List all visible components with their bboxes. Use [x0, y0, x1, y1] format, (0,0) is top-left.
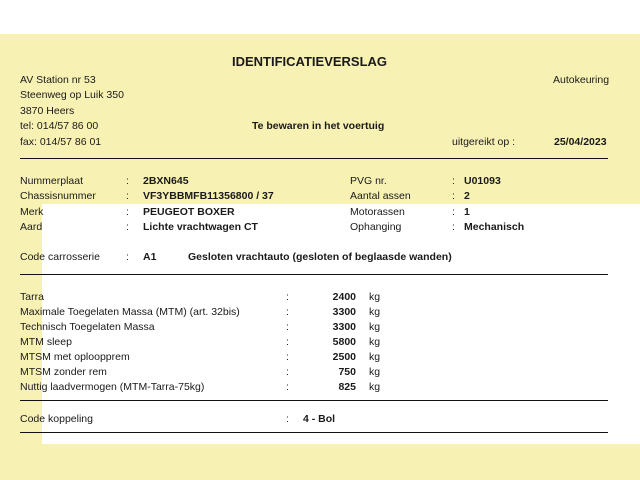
weight-unit: kg [369, 306, 381, 318]
station-name: AV Station nr 53 [20, 74, 96, 86]
address-city: 3870 Heers [20, 105, 75, 117]
merk-value: PEUGEOT BOXER [143, 206, 235, 218]
colon: : [286, 321, 289, 333]
weight-label: Tarra [20, 291, 44, 303]
fax-number: fax: 014/57 86 01 [20, 136, 102, 148]
nummerplaat-value: 2BXN645 [143, 175, 189, 187]
nummerplaat-label: Nummerplaat [20, 175, 84, 187]
weight-label: Maximale Toegelaten Massa (MTM) (art. 32bis) [20, 306, 240, 318]
document-title: IDENTIFICATIEVERSLAG [232, 54, 388, 69]
ophanging-value: Mechanisch [464, 221, 525, 233]
colon: : [286, 381, 289, 393]
divider-1 [20, 158, 608, 159]
motorassen-label: Motorassen [350, 206, 405, 218]
colon: : [452, 206, 455, 218]
colon: : [286, 306, 289, 318]
divider-3 [20, 400, 608, 401]
address-street: Steenweg op Luik 350 [20, 89, 124, 101]
pvg-label: PVG nr. [350, 175, 387, 187]
colon: : [286, 336, 289, 348]
colon: : [286, 351, 289, 363]
assen-label: Aantal assen [350, 190, 411, 202]
issued-date: 25/04/2023 [554, 136, 607, 148]
coupling-label: Code koppeling [20, 413, 93, 425]
tel-number: tel: 014/57 86 00 [20, 120, 99, 132]
merk-label: Merk [20, 206, 44, 218]
weight-unit: kg [369, 351, 381, 363]
carrosserie-label: Code carrosserie [20, 251, 100, 263]
issued-label: uitgereikt op : [452, 136, 516, 148]
divider-2 [20, 274, 608, 275]
colon: : [286, 291, 289, 303]
colon: : [452, 221, 455, 233]
colon: : [126, 221, 129, 233]
weight-unit: kg [369, 321, 381, 333]
weight-value: 750 [338, 366, 356, 378]
colon: : [452, 190, 455, 202]
pvg-value: U01093 [464, 175, 501, 187]
weight-unit: kg [369, 336, 381, 348]
weight-label: MTM sleep [20, 336, 72, 348]
coupling-value: 4 - Bol [303, 413, 336, 425]
weight-label: MTSM met oploopprem [20, 351, 130, 363]
colon: : [126, 190, 129, 202]
keep-note: Te bewaren in het voertuig [252, 120, 385, 132]
aard-value: Lichte vrachtwagen CT [143, 221, 258, 233]
chassis-value: VF3YBBMFB11356800 / 37 [143, 190, 274, 202]
weight-value: 3300 [332, 306, 356, 318]
assen-value: 2 [464, 190, 470, 202]
colon: : [452, 175, 455, 187]
weight-label: Nuttig laadvermogen (MTM-Tarra-75kg) [20, 381, 205, 393]
security-band-bottom [0, 444, 640, 480]
weight-value: 2500 [332, 351, 356, 363]
weight-label: Technisch Toegelaten Massa [20, 321, 155, 333]
ophanging-label: Ophanging [350, 221, 402, 233]
carrosserie-description: Gesloten vrachtauto (gesloten of beglaasde wanden) [188, 251, 452, 263]
weight-label: MTSM zonder rem [20, 366, 107, 378]
carrosserie-code: A1 [143, 251, 157, 263]
chassis-label: Chassisnummer [20, 190, 96, 202]
weight-value: 5800 [332, 336, 356, 348]
colon: : [126, 251, 129, 263]
divider-4 [20, 432, 608, 433]
colon: : [286, 366, 289, 378]
weight-unit: kg [369, 381, 381, 393]
weight-value: 3300 [332, 321, 356, 333]
weight-unit: kg [369, 291, 381, 303]
aard-label: Aard [20, 221, 43, 233]
issuer-type: Autokeuring [553, 74, 610, 86]
colon: : [126, 175, 129, 187]
weight-value: 825 [338, 381, 356, 393]
colon: : [126, 206, 129, 218]
colon: : [286, 413, 289, 425]
motorassen-value: 1 [464, 206, 470, 218]
weight-value: 2400 [332, 291, 356, 303]
weight-unit: kg [369, 366, 381, 378]
